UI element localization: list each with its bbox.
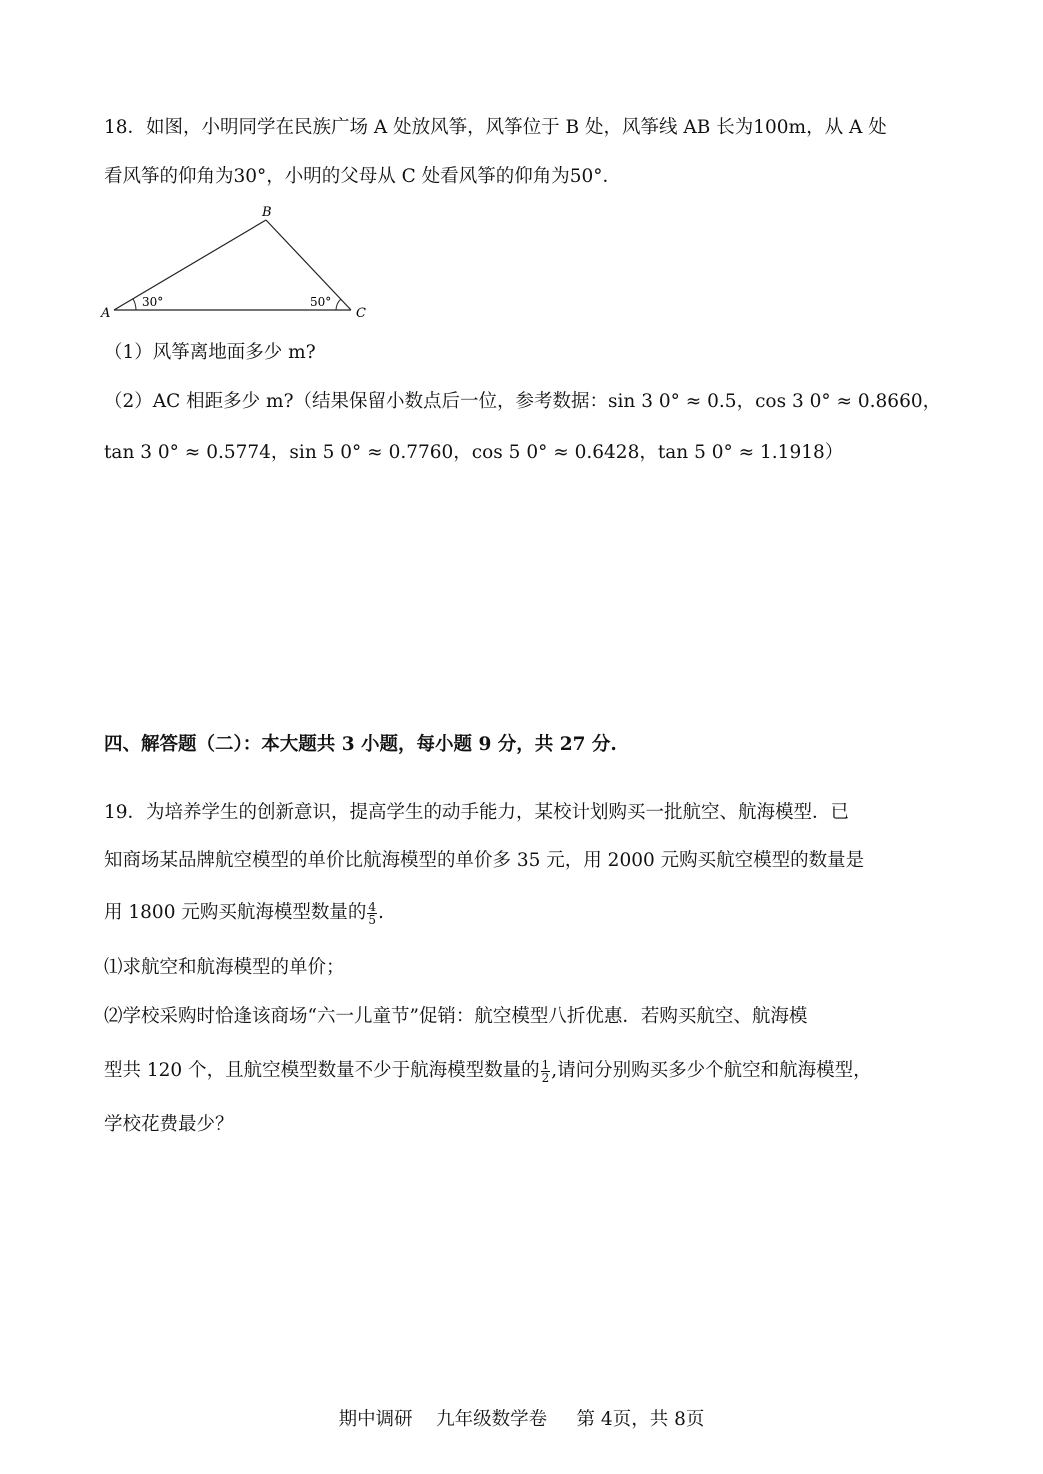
fraction-numerator: 1 — [541, 1057, 550, 1072]
fraction-denominator: 2 — [541, 1070, 550, 1085]
q19-sub-2-line-1: ⑵学校采购时恰逢该商场“六一儿童节”促销：航空模型八折优惠．若购买航空、航海模 — [104, 1006, 808, 1027]
fraction-denominator: 5 — [368, 912, 376, 927]
q19-sub-1: ⑴求航空和航海模型的单价； — [104, 957, 345, 978]
label-b: B — [262, 205, 272, 220]
q19-sub-2-line-2 — [104, 1058, 872, 1084]
q19-line-3-end: . — [377, 902, 384, 923]
fraction-one-half — [541, 1059, 551, 1084]
label-a: A — [101, 306, 111, 321]
triangle-figure — [96, 200, 386, 330]
angle-c-label: 50° — [310, 295, 332, 309]
q19-line-3 — [104, 900, 384, 926]
q19-line-1: 19．为培养学生的创新意识，提高学生的动手能力，某校计划购买一批航空、航海模型．已 — [104, 802, 850, 823]
q18-sub-2: （2）AC 相距多少 m?（结果保留小数点后一位，参考数据：sin 3 0° ≈ 0.5，cos 3 0° ≈ 0.8660， — [104, 391, 942, 412]
label-c: C — [356, 306, 366, 321]
side-ab — [114, 220, 266, 310]
q19-sub-2-line-2-end: ,请问分别购买多少个航空和航海模型， — [551, 1060, 872, 1081]
angle-a-label: 30° — [142, 295, 164, 309]
fraction-numerator: 4 — [368, 899, 376, 914]
q18-line-1: 18．如图，小明同学在民族广场 A 处放风筝，风筝位于 B 处，风筝线 AB 长为100m，从 A 处 — [104, 117, 887, 138]
side-bc — [266, 220, 351, 310]
q19-line-3-text: 用 1800 元购买航海模型数量的 — [104, 902, 367, 923]
section-heading: 四、解答题（二）：本大题共 3 小题，每小题 9 分，共 27 分. — [104, 734, 617, 755]
q19-sub-2-line-2-text: 型共 120 个，且航空模型数量不少于航海模型数量的 — [104, 1060, 540, 1081]
fraction-four-fifths — [367, 901, 377, 926]
page-footer: 期中调研 九年级数学卷 第 4页，共 8页 — [338, 1409, 705, 1430]
q19-line-2: 知商场某品牌航空模型的单价比航海模型的单价多 35 元，用 2000 元购买航空模型的数量是 — [104, 850, 865, 871]
angle-arc-c — [336, 299, 341, 310]
q18-sub-2-cont: tan 3 0° ≈ 0.5774，sin 5 0° ≈ 0.7760，cos 5 0° ≈ 0.6428，tan 5 0° ≈ 1.1918） — [104, 442, 844, 463]
q19-sub-2-line-3: 学校花费最少？ — [104, 1114, 234, 1135]
angle-arc-a — [133, 299, 136, 310]
q18-sub-1: （1）风筝离地面多少 m? — [104, 342, 316, 363]
q18-line-2: 看风筝的仰角为30°，小明的父母从 C 处看风筝的仰角为50°． — [104, 166, 621, 187]
